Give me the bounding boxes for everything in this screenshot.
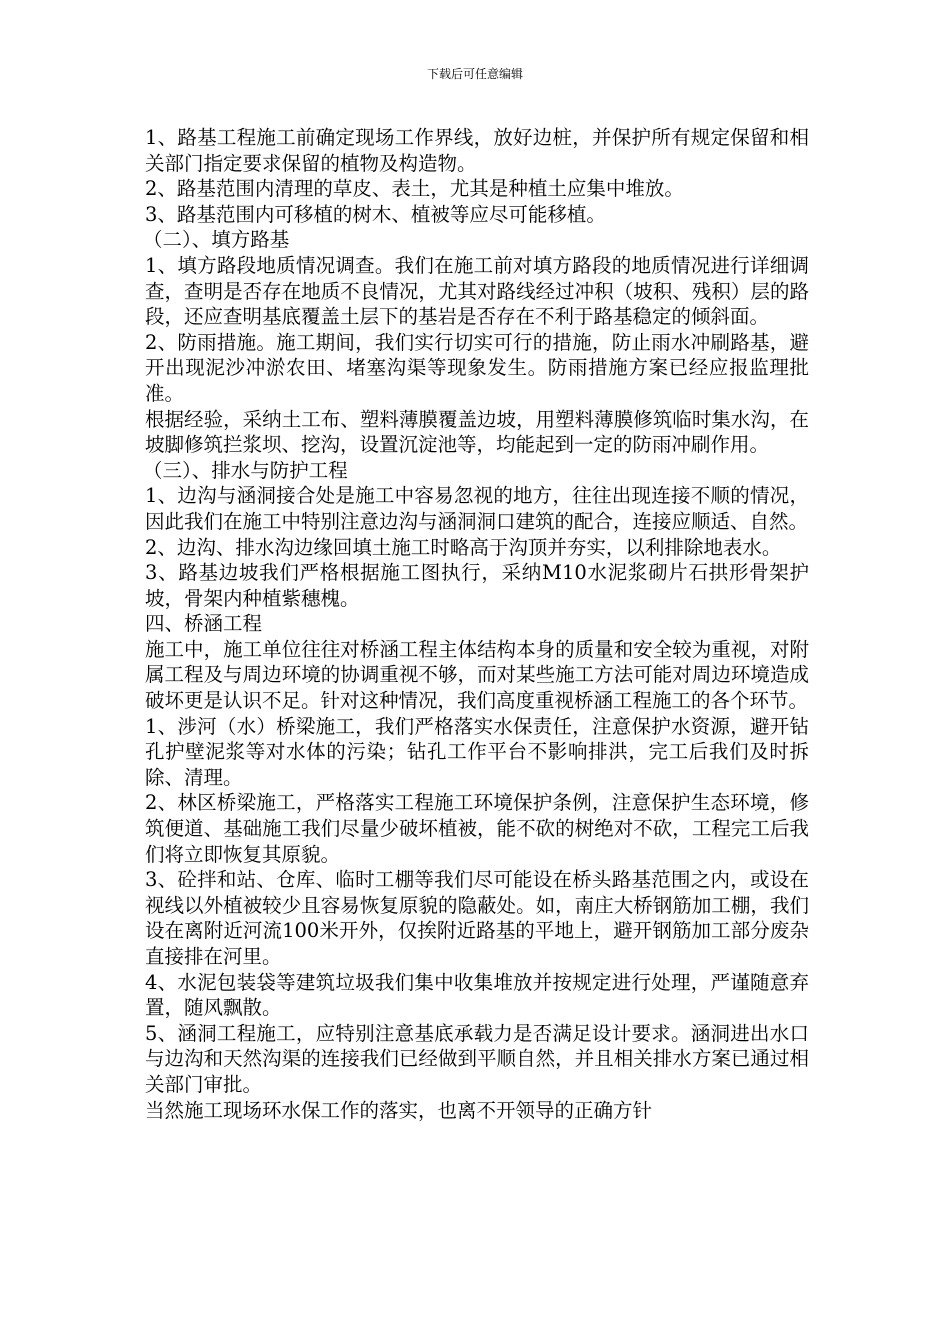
paragraph: 1、路基工程施工前确定现场工作界线，放好边桩，并保护所有规定保留和相关部门指定要求保留的植物及构造物。 [145,126,809,175]
page-header: 下载后可任意编辑 [426,67,523,81]
section-heading: （二）、填方路基 [143,228,290,252]
paragraph: 3、路基范围内可移植的树木、植被等应尽可能移植。 [145,202,606,226]
paragraph: 2、防雨措施。施工期间，我们实行切实可行的措施，防止雨水冲刷路基，避开出现泥沙冲淤农田、堵塞沟渠等现象发生。防雨措施方案已经应报监理批准。 [145,330,809,405]
paragraph: 2、边沟、排水沟边缘回填土施工时略高于沟顶并夯实，以利排除地表水。 [145,535,782,559]
paragraph: 5、涵洞工程施工，应特别注意基底承载力是否满足设计要求。涵洞进出水口与边沟和天然沟渠的连接我们已经做到平顺自然，并且相关排水方案已通过相关部门审批。 [145,1021,809,1096]
paragraph: 2、路基范围内清理的草皮、表土，尤其是种植土应集中堆放。 [145,177,684,201]
paragraph: 根据经验，采纳土工布、塑料薄膜覆盖边坡，用塑料薄膜修筑临时集水沟，在坡脚修筑拦浆坝、挖沟，设置沉淀池等，均能起到一定的防雨冲刷作用。 [145,407,809,457]
paragraph: 1、涉河（水）桥梁施工，我们严格落实水保责任，注意保护水资源，避开钻孔护壁泥浆等对水体的污染；钻孔工作平台不影响排洪，完工后我们及时拆除、清理。 [145,714,809,789]
section-heading: （三）、排水与防护工程 [143,458,348,482]
paragraph: 4、水泥包装袋等建筑垃圾我们集中收集堆放并按规定进行处理，严谨随意弃置，随风飘散。 [145,970,809,1020]
paragraph: 1、填方路段地质情况调查。我们在施工前对填方路段的地质情况进行详细调查，查明是否存在地质不良情况，尤其对路线经过冲积（坡积、残积）层的路段，还应查明基底覆盖土层下的基岩是否存在不利于路基稳定的倾斜面。 [145,253,809,329]
paragraph: 2、林区桥梁施工，严格落实工程施工环境保护条例，注意保护生态环境，修筑便道、基础施工我们尽量少破坏植被，能不砍的树绝对不砍，工程完工后我们将立即恢复其原貌。 [145,791,809,866]
document-body [145,125,809,1123]
section-heading: 四、桥涵工程 [145,612,263,636]
paragraph: 3、砼拌和站、仓库、临时工棚等我们尽可能设在桥头路基范围之内，或设在视线以外植被较少且容易恢复原貌的隐蔽处。如，南庄大桥钢筋加工棚，我们设在离附近河流100米开外，仅挨附近路基的平地上，避开钢筋加工部分废杂直接排在河里。 [145,868,809,968]
paragraph: 1、边沟与涵洞接合处是施工中容易忽视的地方，往往出现连接不顺的情况，因此我们在施工中特别注意边沟与涵洞洞口建筑的配合，连接应顺适、自然。 [145,484,809,533]
paragraph: 当然施工现场环水保工作的落实，也离不开领导的正确方针 [145,1098,653,1122]
paragraph: 施工中，施工单位往往对桥涵工程主体结构本身的质量和安全较为重视，对附属工程及与周边环境的协调重视不够，而对某些施工方法可能对周边环境造成破坏更是认识不足。针对这种情况，我们高度重视桥涵工程施工的各个环节。 [145,637,809,713]
paragraph: 3、路基边坡我们严格根据施工图执行，采纳M10水泥浆砌片石拱形骨架护坡，骨架内种植紫穗槐。 [145,561,809,610]
